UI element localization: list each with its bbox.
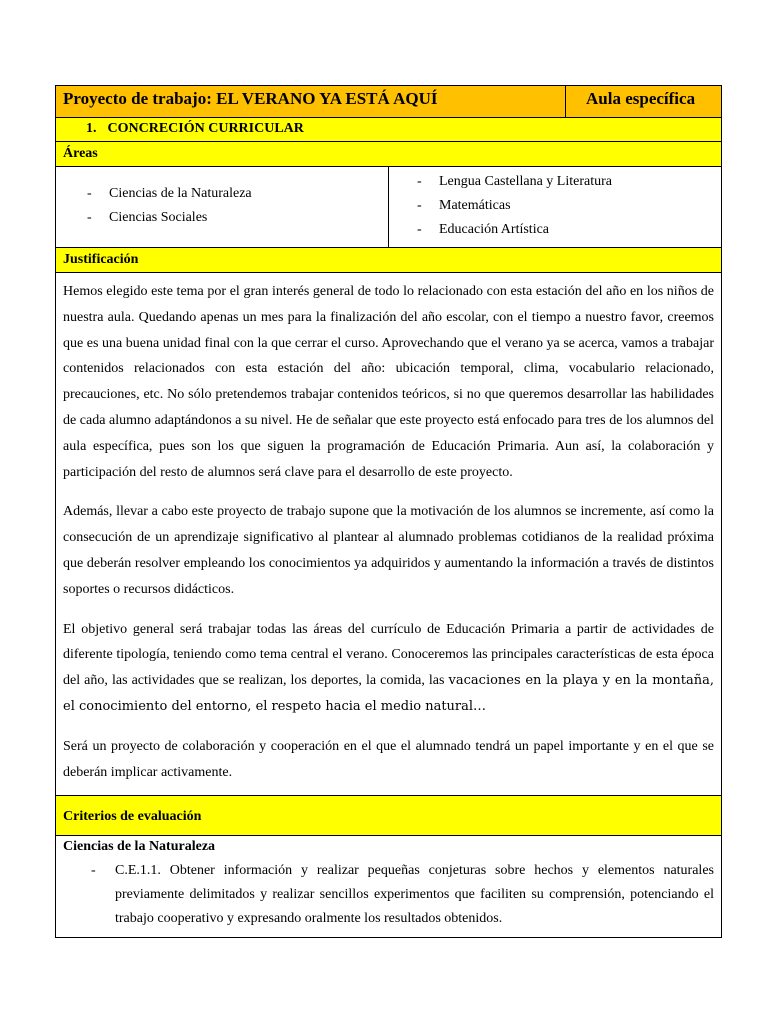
paragraph: Hemos elegido este tema por el gran interés general de todo lo relacionado con esta estación del año en los niños de nuestra aula. Quedando apenas un mes para la finalización del año escolar, con el tiempo a nuestro favor, creemos que es una buena unidad final con la que cerrar el curso. Aprovechando que el verano ya se acerca, vamos a trabajar contenidos relacionados con esta estación del año: ubicación temporal, clima, vocabulario relacionado, precauciones, etc. No sólo pretendemos trabajar contenidos teóricos, si no que queremos desarrollar las habilidades de cada alumno adaptándonos a su nivel. He de señalar que este proyecto está enfocado para tres de los alumnos del aula específica, pues son los que siguen la programación de Educación Primaria. Aun así, la colaboración y participación del resto de alumnos será clave para el desarrollo de este proyecto.: [63, 284, 714, 480]
list-item: - Lengua Castellana y Literatura: [417, 174, 612, 189]
section-number: 1.: [86, 121, 97, 136]
list-item: - C.E.1.1. Obtener información y realizar pequeñas conjeturas sobre hechos y elementos naturales previamente delimitados y realizar sencillos experimentos que faciliten su comprensión, potenciando el trabajo cooperativo y expresando oralmente los resultados obtenidos.: [91, 863, 714, 927]
list-item: - Ciencias de la Naturaleza: [87, 186, 252, 201]
areas-list: [56, 167, 721, 248]
criterios-subtitle: Ciencias de la Naturaleza: [63, 839, 216, 855]
title-row: [56, 86, 721, 118]
paragraph: Será un proyecto de colaboración y cooperación en el que el alumnado tendrá un papel importante y en el que se deberán implicar activamente.: [63, 738, 714, 780]
list-item: - Educación Artística: [417, 222, 550, 237]
list-item: - Ciencias Sociales: [87, 210, 208, 225]
justificacion-label: Justificación: [56, 248, 721, 273]
aula-label: Aula específica: [566, 86, 721, 117]
list-item: - Matemáticas: [417, 198, 511, 213]
paragraph: El objetivo general será trabajar todas las áreas del currículo de Educación Primaria a partir de actividades de diferente tipología, teniendo como tema central el verano. Conoceremos las principales características de esta época del año, las actividades que se realizan, los deportes, la comida, las vacaciones en la playa y en la montaña, el conocimiento del entorno, el respeto hacia el medio natural…: [63, 621, 714, 714]
section-heading: [56, 118, 721, 142]
areas-right-column: [389, 167, 721, 247]
project-table: [55, 85, 722, 938]
paragraph: Además, llevar a cabo este proyecto de trabajo supone que la motivación de los alumnos se incremente, así como la consecución de un aprendizaje significativo al plantear al alumnado problemas cotidianos de la realidad próxima que deberán resolver empleando los conocimientos ya adquiridos y aumentando la información a través de distintos soportes o recursos didácticos.: [63, 504, 714, 597]
section-title: CONCRECIÓN CURRICULAR: [107, 121, 304, 136]
justificacion-body: [56, 273, 721, 796]
project-title: Proyecto de trabajo: EL VERANO YA ESTÁ AQUÍ: [56, 86, 566, 117]
criterios-body: [56, 836, 721, 937]
criterios-label: Criterios de evaluación: [56, 796, 721, 836]
areas-left-column: [56, 167, 389, 247]
areas-label: Áreas: [56, 142, 721, 167]
